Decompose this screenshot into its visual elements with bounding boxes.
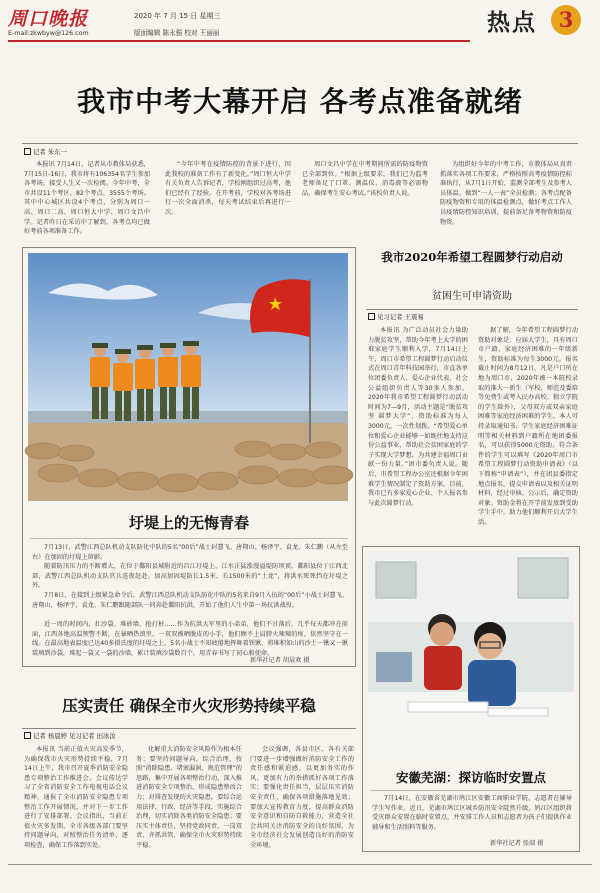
feature-photo-credit: 新华社记者 胡晨欢 摄 xyxy=(250,657,310,664)
feature-paragraph-1: 7月13日，武警江西总队机动支队防化中队的5名“00后”战士封慧飞、唐翔山、杨泽宇、袁龙、朱仁鹏（从左至右）在加固的圩堤上留影。 xyxy=(32,544,348,561)
issue-date: 2020 年 7 月 15 日 星期三 xyxy=(134,12,221,20)
top-article-rule xyxy=(22,143,578,144)
anhui-photo-tutoring xyxy=(368,552,574,760)
top-article-col-1: 本报讯 7月14日，记者从市教体局获悉，7月15日-16日，我市将有106354名学生参加各考场，接受人生又一次检阅。今年中考，全市共设11个考区、82个考点、3555个考场。其中中心城区共设4个考点，分别为周口一高、周口二高、周口恒大中学、周口文昌中学。记者昨日在采访中了解到，各考点均已做好考前各项准备工作。 xyxy=(24,161,150,236)
newspaper-logo: 周口晚报 xyxy=(8,8,89,30)
top-article-col-2: “今年中考在疫情防控的背景下进行，因此我校的准备工作有了新变化。”周口恒大中学有关负责人告诉记者，学校刚组织过高考，他们已经有了经验。在开考前，学校对各考场进行一次全面消杀，每天考试结束后再进行一次。 xyxy=(165,161,291,216)
email-line: E-mail:zkwbyw@126.com xyxy=(8,30,89,37)
feature-photo-soldiers-on-levee xyxy=(28,253,348,501)
feature-paragraph-4: 近一周的时间内，扛沙袋、堆砂墙、抢打桩……作为抗洪大军里的小弟弟，他们不甘落后，几乎每天都冲在前面，江西各地高温预警不断，在暴晒热浪里，一双双被晒脱皮的小手，他们顾不上肩膀火辣辣的疼，依然坚守在一线。在最高地表温度已达40多摄氏度的圩堤之上，5名小战士不知疲倦地挥舞着铁锹，将堆积如山的沙土一锹又一锹装填到沙袋，堆起一袋又一袋的沙墙，累计装填沙袋数百个，用青春书写了初心和使命。 xyxy=(32,621,348,657)
hope-col-1: 本报讯 为广泛动员社会力量助力脱贫攻坚，帮助今年考上大学的困难家庭学生顺利入学，7月14日上午，周口市希望工程圆梦行动启动仪式在周口青年科技园举行，市直各单位团委负责人、爱心企业代表、社会公益组织负责人等30多人参加。2020年我市希望工程圆梦行动活动时间为7—9月，活动主题是“脱贫攻坚 圆梦大学”，资助标准为每人3000元，一次性划拨。“希望爱心单位和爱心企业能够一如既往地支持这份公益事业，帮助社会贫困家庭的学子实现大学梦想，为共建幸福周口贡献一份力量。”团市委负责人说。随后，市希望工程办公室还根据今年困难学生情况制定了资助方案，目前，我市已有多家爱心企业、个人报名参与此次圆梦行动。 xyxy=(368,327,468,507)
top-article-col-3: 周口文昌中学在中考期间所需的防疫物资已全部到位。“根据上级要求，我们已为监考老师备足了口罩、测温仪、消毒液等必需物品，确保考生安心考试。”该校负责人说。 xyxy=(302,161,428,197)
hope-col-2: 据了解，今年希望工程圆梦行动资助对象是：应届大学生，具有周口市户籍，家庭经济困难的一年级新生，资助标准为每生3000元。报名截止时间为8月12日，凡是户口所在地为周口市、2020年被一本院校录取的准大一新生（军校、师范及委培等免费生或考入民办高校、独立学院的学生除外），父母双方或双亲家庭困难等家庭经济困难的学生，本人可持录取通知书、学生家庭经济困难证明等相关材料到户籍所在地团委报名，可以获得5000元资助。符合条件的学生可以填写《2020年周口市希望工程圆梦行动资助申请表》（以下简称“申请表”），并在团县委指定地点报名，提交申请表以及相关证明材料，经过审核、公示后，确定资助对象。资助金将在开学前发放到受助学生手中，助力他们顺利开启大学生活。 xyxy=(478,327,578,526)
anhui-title: 安徽芜湖：探访临时安置点 xyxy=(395,770,546,785)
top-article-col-4: 为组织好今年的中考工作，市教体局从真责抓落实各项工作要求，严格按照高考疫情防控标准执行，从7月1日开始，监测全部考生及参考人员体温。做到“一人一表”全员检测；各考点配备防疫物资和专用的体温检测点，做好考点工作人员疫情防控知识培训，提前备足备考物资和防疫物资。 xyxy=(440,161,572,226)
fire-col-2: 化解重大消防安全风险作为根本任务；要坚持问题导向，综合治理，按照“消除隐患、堵塞漏洞、规范管理”的思路，集中开展各项整治行动，深入推进消防安全专项整治，形成隐患整改合力；对排查发现的火灾隐患，要综合运用法律、行政、经济等手段，实施综合治理，切实消除各类消防安全隐患；要压实主体责任，坚持党政同责、一岗双责、齐抓共管，确保全市火灾形势持续平稳。 xyxy=(136,746,242,849)
fire-col-1: 本报讯 当前正值火灾高发季节，为确保我市火灾形势持续平稳，7月14日上午，我市召开夏季消防安全隐患专项整治工作推进会。会议传达学习了全省消防安全工作电视电话会议精神，通报了全市消防安全隐患专项整治工作开展情况，并对下一步工作进行了安排部署。会议指出，当前正值火灾多发期，全市各级各部门要坚持问题导向，对照整治任务清单，逐项检查，确保工作落到实处。 xyxy=(24,746,128,849)
hope-byline: 见习记者 王震易 xyxy=(368,312,424,321)
main-headline: 我市中考大幕开启 各考点准备就绪 xyxy=(77,85,523,118)
anhui-caption: 7月14日，在安徽省芜湖市鸠江区安徽工商职业学院，志愿者在辅导学生写作业。近日，芜湖市鸠江区城乡防汛安全陡然升级，鸠江区组织将受灾群众安置在临时安置点，并安排工作人员和志愿者为孩子们提供作业辅导和生活照料等服务。 xyxy=(372,795,572,831)
fire-byline: 记者 杨晨婷 见习记者 田冰汝 xyxy=(24,731,116,740)
feature-paragraph-2: 随着防汛压力的不断增大，在位于鄱阳县城附近的昌江圩堤上，江水正猛涨漫溢堤防坝顶。鄱阳县位于江西北部，武警江西总队机动支队官兵连夜赶赴，加高加固堤防长1.5米、长1500米的“土龙”，将洪水死死挡在圩堤之外。 xyxy=(32,563,348,590)
hope-subheadline: 贫困生可申请资助 xyxy=(432,291,512,302)
hope-headline: 我市2020年希望工程圆梦行动启动 xyxy=(381,250,563,264)
feature-title-rule xyxy=(30,538,348,539)
hope-rule xyxy=(366,309,578,310)
masthead-rule xyxy=(8,40,470,42)
fire-col-3: 会议强调，各县市区、各有关部门要进一步增强做好消防安全工作的责任感和紧迫感，以更加务实的作风、更加有力的举措抓好各项工作落实；要强化责任担当，层层压实消防安全责任，确保各项措施落地见效；要加大宣传教育力度，提高群众消防安全意识和自防自救能力，营造全社会共同关注消防安全的良好氛围，为全市经济社会发展创造良好的消防安全环境。 xyxy=(250,746,354,849)
page-bottom-rule xyxy=(8,864,592,865)
editors-line: 版面编辑 陈永强 校对 王丽丽 xyxy=(134,29,220,37)
fire-rule xyxy=(22,728,356,729)
anhui-title-rule xyxy=(370,790,572,791)
section-title: 热点 xyxy=(487,9,537,36)
top-article-byline: 记者 朱东一 xyxy=(24,147,67,156)
fire-headline: 压实责任 确保全市火灾形势持续平稳 xyxy=(62,696,316,715)
feature-paragraph-3: 7月8日，在接到上级紧急命令后，武警江西总队机动支队防化中队的5名来自9月入伍的“00后”小战士封慧飞、唐翔山、杨泽宇、袁龙、朱仁鹏跟随部队一同奔赴鄱阳抗洪，开始了他们人生中第一场抗洪战役。 xyxy=(32,592,348,609)
feature-title: 圩堤上的无悔青春 xyxy=(128,514,249,532)
page-number-badge: 3 xyxy=(551,5,581,35)
anhui-photo-credit: 新华社记者 张端 摄 xyxy=(490,840,544,847)
